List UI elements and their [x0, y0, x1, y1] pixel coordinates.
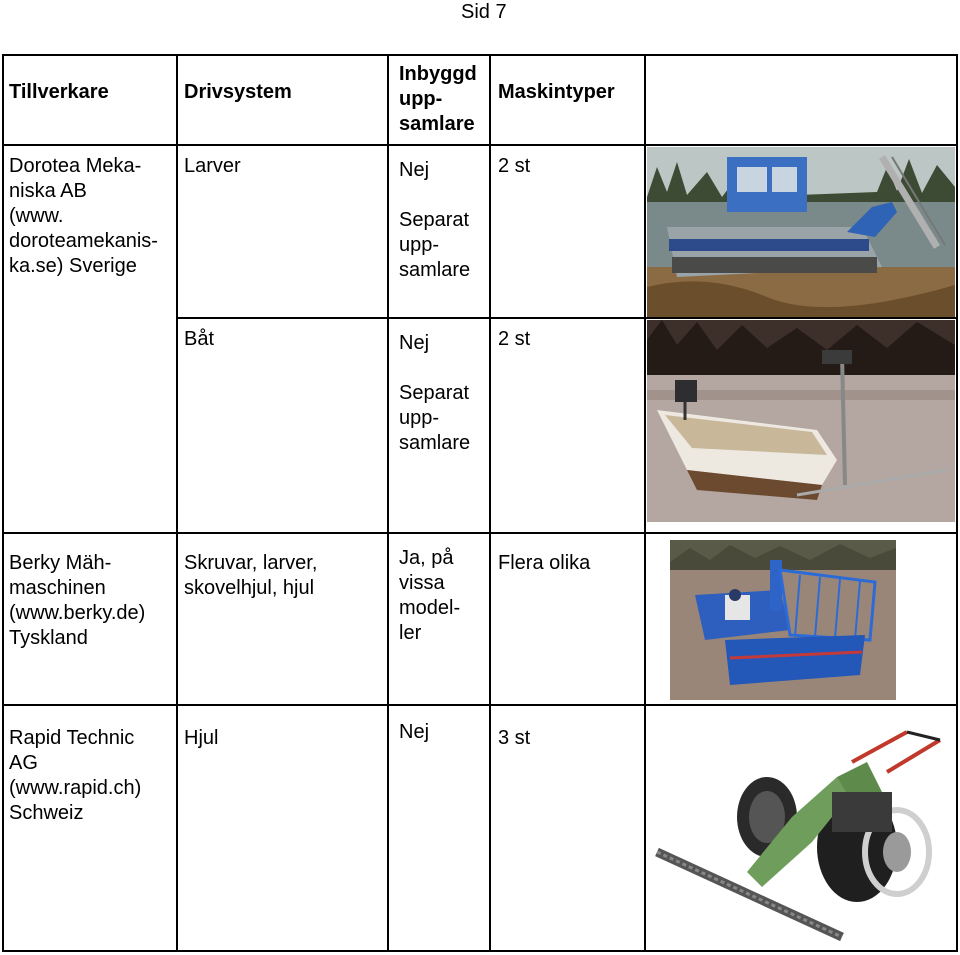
row3-collector: Ja, på vissa model- ler — [399, 547, 461, 644]
berky-harvester-photo — [670, 540, 896, 700]
header-built-in-collector: Inbyggd upp- samlare — [399, 63, 477, 135]
row1-collector: Nej Separat upp- samlare — [399, 159, 471, 281]
header-manufacturer: Tillverkare — [9, 81, 109, 103]
row4-machine-types: 3 st — [498, 727, 531, 749]
row3-manufacturer: Berky Mäh- maschinen (www.berky.de) Tyskland — [9, 552, 146, 649]
row2-machine-types: 2 st — [498, 328, 531, 350]
row4-drive-system: Hjul — [184, 727, 219, 749]
row1-machine-types: 2 st — [498, 155, 531, 177]
header-drive-system: Drivsystem — [184, 81, 292, 103]
row3-machine-types: Flera olika — [498, 552, 591, 574]
row4-collector: Nej — [399, 721, 430, 743]
boat-mower-photo — [647, 320, 955, 522]
rapid-walk-mower-photo — [652, 722, 947, 947]
row2-drive-system: Båt — [184, 328, 215, 350]
row1-drive-system: Larver — [184, 155, 241, 177]
tracked-reed-cutter-photo — [647, 147, 955, 317]
header-machine-types: Maskintyper — [498, 81, 615, 103]
row1-manufacturer: Dorotea Meka- niska AB (www. doroteamekanis- ka.se) Sverige — [9, 155, 158, 277]
row4-manufacturer: Rapid Technic AG (www.rapid.ch) Schweiz — [9, 727, 142, 824]
page-number: Sid 7 — [461, 1, 507, 23]
row3-drive-system: Skruvar, larver, skovelhjul, hjul — [184, 552, 318, 599]
row2-collector: Nej Separat upp- samlare — [399, 332, 471, 454]
